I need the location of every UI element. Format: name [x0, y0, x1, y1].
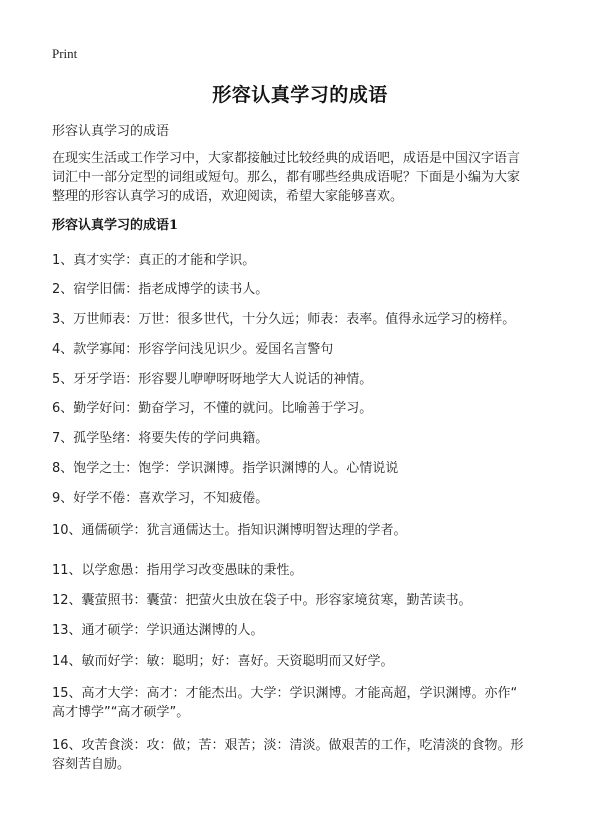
idiom-entry-8: 8、饱学之士：饱学：学识渊博。指学识渊博的人。心情说说 — [52, 461, 399, 476]
idiom-entry-4: 4、款学寡闻：形容学问浅见识少。爱国名言警句 — [52, 342, 334, 357]
idiom-entry-13: 13、通才硕学：学识通达渊博的人。 — [52, 623, 264, 638]
idiom-entry-11: 11、以学愈愚：指用学习改变愚昧的秉性。 — [52, 563, 303, 578]
idiom-entry-10: 10、通儒硕学：犹言通儒达士。指知识渊博明智达理的学者。 — [52, 523, 407, 538]
page-title: 形容认真学习的成语 — [212, 84, 388, 106]
print-link[interactable]: Print — [52, 46, 78, 61]
document-subtitle: 形容认真学习的成语 — [52, 124, 170, 139]
idiom-entry-6: 6、勤学好问：勤奋学习，不懂的就问。比喻善于学习。 — [52, 401, 373, 416]
idiom-entry-3: 3、万世师表：万世：很多世代，十分久远；师表：表率。值得永远学习的榜样。 — [52, 312, 516, 327]
idiom-entry-2: 2、宿学旧儒：指老成博学的读书人。 — [52, 282, 269, 297]
idiom-entry-12: 12、囊萤照书：囊萤：把萤火虫放在袋子中。形容家境贫寒，勤苦读书。 — [52, 593, 472, 608]
idiom-entry-16: 16、攻苦食淡：攻：做；苦：艰苦；淡：清淡。做艰苦的工作，吃清淡的食物。形 容刻苦自励。 — [52, 738, 524, 772]
intro-paragraph: 在现实生活或工作学习中，大家都接触过比较经典的成语吧，成语是中国汉字语言 词汇中一部分定型的词组或短句。那么，都有哪些经典成语呢？下面是小编为大家 整理的形容认真学习的成语，欢迎阅读，希望大家能够喜欢。 — [52, 151, 521, 204]
idiom-entry-1: 1、真才实学：真正的才能和学识。 — [52, 253, 256, 268]
section-heading: 形容认真学习的成语1 — [52, 218, 179, 233]
idiom-entry-14: 14、敏而好学：敏：聪明；好：喜好。天资聪明而又好学。 — [52, 654, 394, 669]
idiom-entry-7: 7、孤学坠绪：将要失传的学问典籍。 — [52, 431, 269, 446]
idiom-entry-5: 5、牙牙学语：形容婴儿咿咿呀呀地学大人说话的神情。 — [52, 372, 373, 387]
idiom-entry-9: 9、好学不倦：喜欢学习，不知疲倦。 — [52, 491, 269, 506]
idiom-entry-15: 15、高才大学：高才：才能杰出。大学：学识渊博。才能高超，学识渊博。亦作“ 高才博学”“高才硕学”。 — [52, 686, 518, 720]
